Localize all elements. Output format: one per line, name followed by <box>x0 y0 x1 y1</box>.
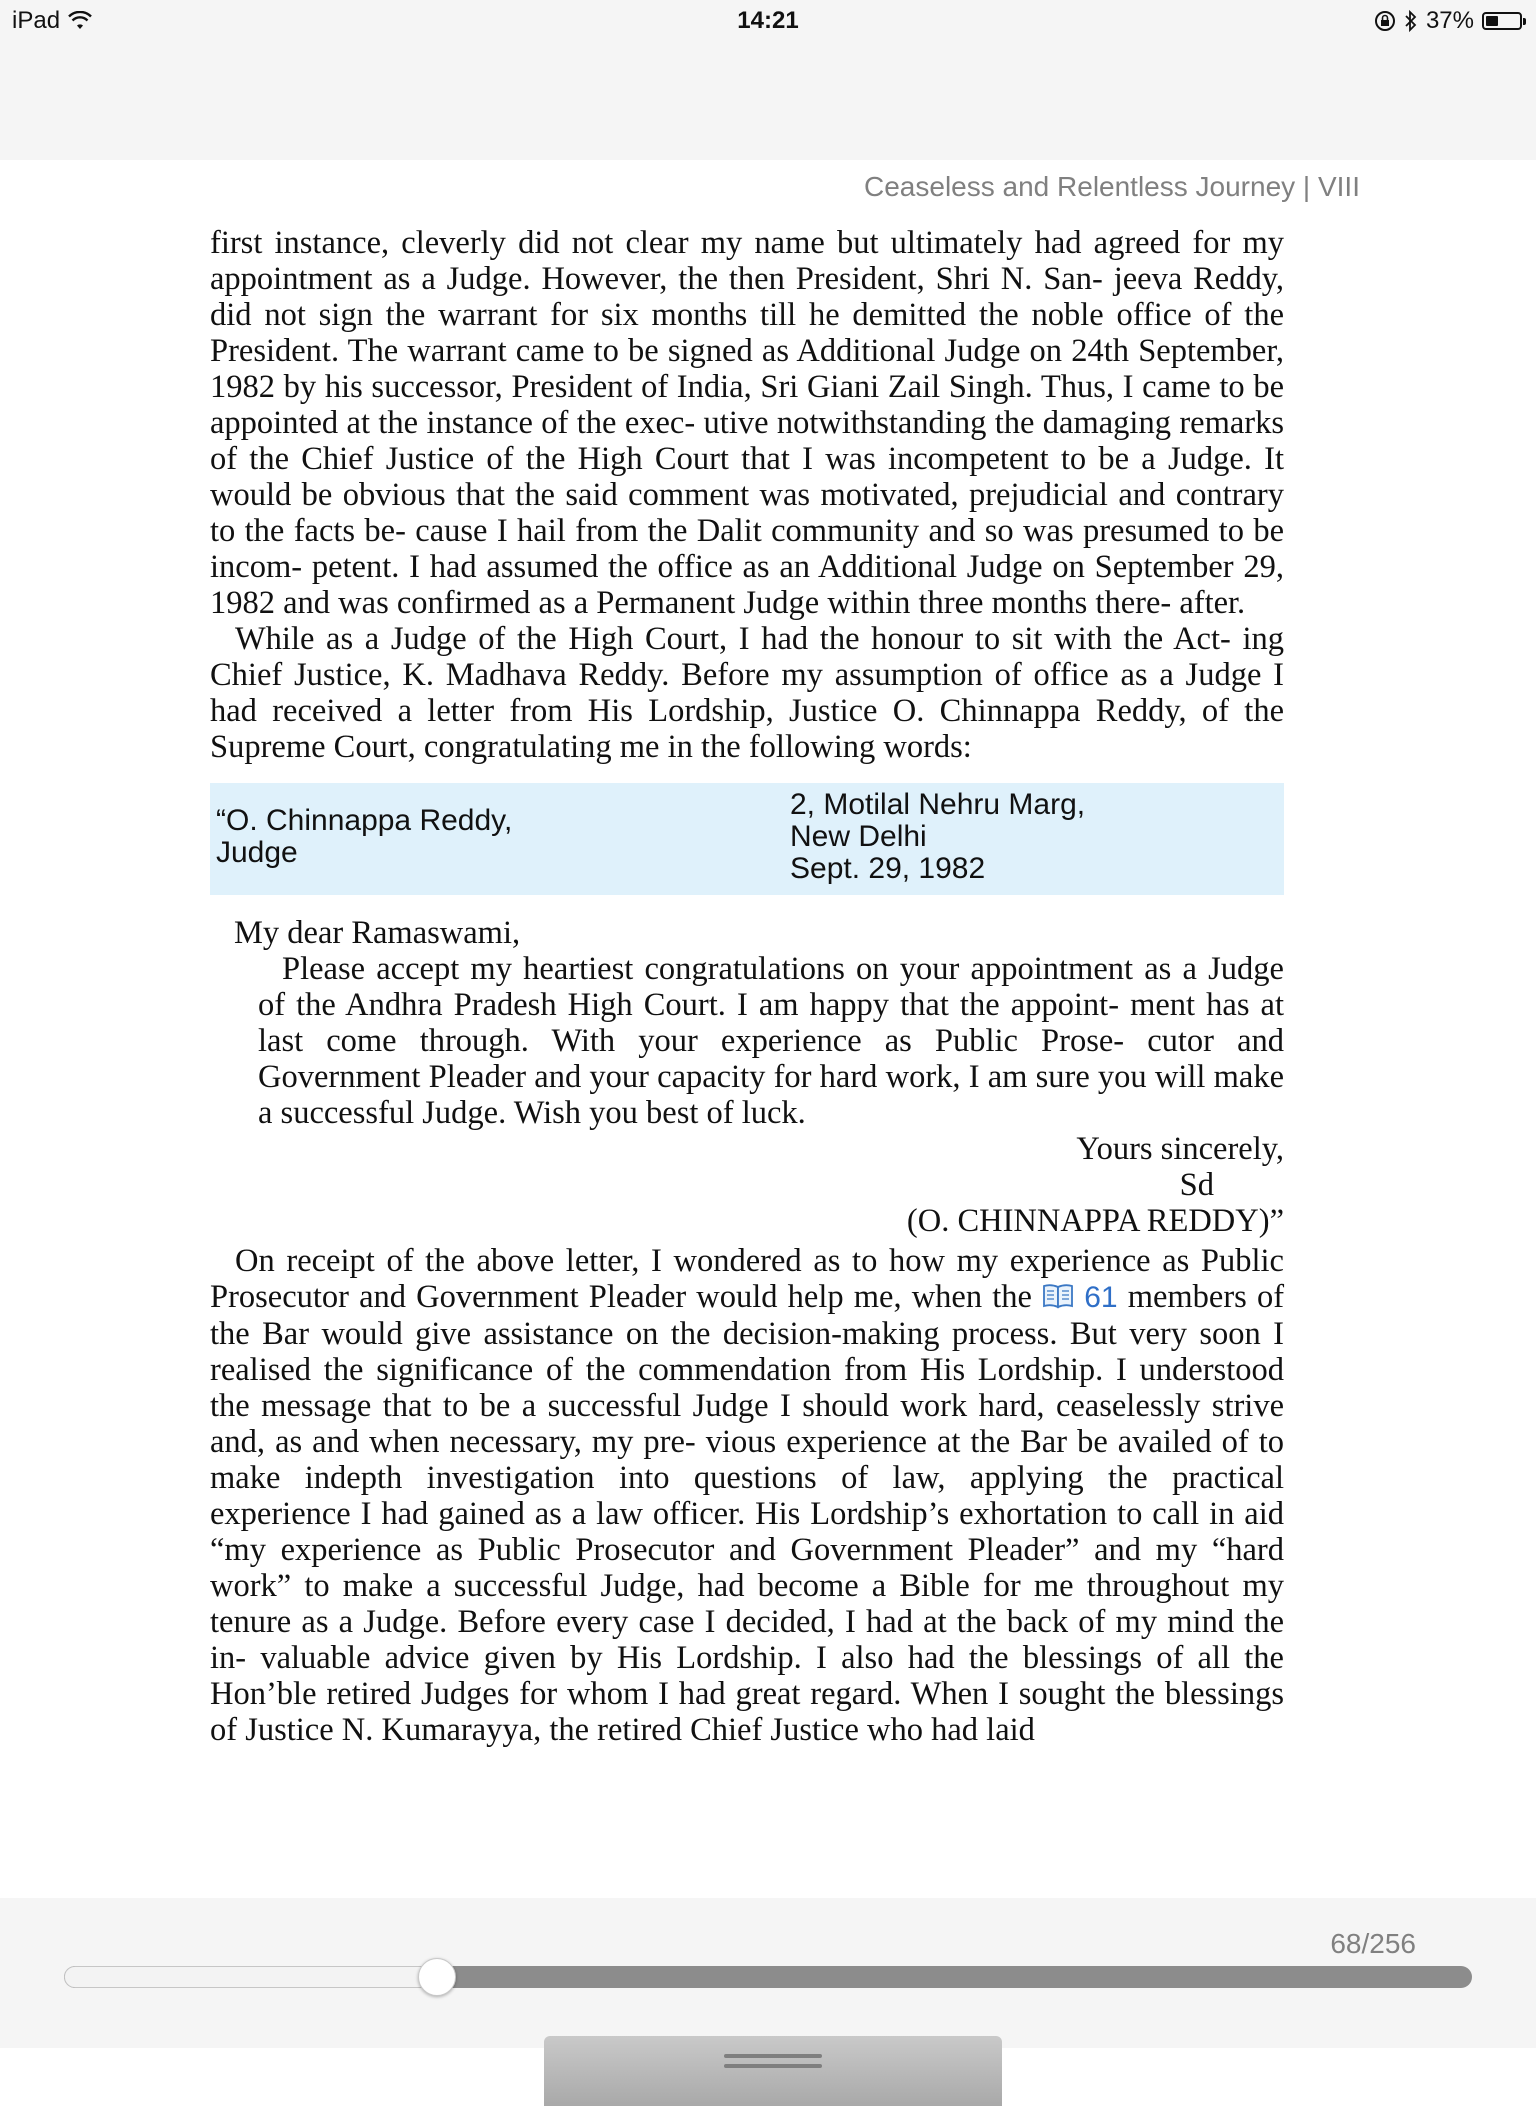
page-reference-link[interactable]: 61 <box>1084 1281 1118 1314</box>
battery-percentage: 37% <box>1425 7 1474 34</box>
book-icon[interactable] <box>1042 1283 1074 1309</box>
letter <box>210 915 1284 1239</box>
running-header: Ceaseless and Relentless Journey | VIII <box>864 171 1360 202</box>
battery-icon <box>1482 12 1522 30</box>
grabber-icon <box>724 2054 822 2074</box>
sender-title: Judge <box>216 836 298 869</box>
letter-signature-name: (O. CHINNAPPA REDDY)” <box>906 1203 1284 1239</box>
letter-header <box>210 783 1284 895</box>
page-slider-thumb[interactable] <box>418 1958 456 1996</box>
page-counter: 68/256 <box>1330 1928 1416 1959</box>
paragraph-text: members of the Bar would give assistance on the decision-making process. But very soon I realised the significance of the commendation from His Lordship. I understood the message that to be a successful Judge I should work hard, ceaselessly strive and, as and when necessary, my pre- vious experience at the Bar be availed of to make indepth investigation into questions of law, applying the practical experience I had gained as a law officer. His Lordship’s exhortation to call in aid “my experience as Public Prosecutor and Government Pleader” and my “hard work” to make a successful Judge, had become a Bible for me throughout my tenure as a Judge. Before every case I decided, I had at the back of my mind the in- valuable advice given by His Lordship. I also had the blessings of all the Hon’ble retired Judges for whom I had great regard. When I sought the blessings of Justice N. Kumarayya, the retired Chief Justice who had laid <box>210 1279 1285 1748</box>
address-city: New Delhi <box>790 820 927 853</box>
letter-body: Please accept my heartiest congratulations on your appointment as a Judge of the Andhra Pradesh High Court. I am happy that the appoint- ment has at last come through. With your experience as Public Prose- cutor and Government Pleader and your capacity for hard work, I am sure you will make a successful Judge. Wish you best of luck. <box>258 951 1284 1131</box>
letter-salutation: My dear Ramaswami, <box>234 915 521 951</box>
letter-signoff: Yours sincerely, <box>1076 1131 1284 1167</box>
book-page[interactable] <box>210 225 1284 1748</box>
device-name: iPad <box>12 7 61 34</box>
address-street: 2, Motilal Nehru Marg, <box>790 788 1086 821</box>
paragraph: first instance, cleverly did not clear my name but ultimately had agreed for my appointment as a Judge. However, the then President, Shri N. San- jeeva Reddy, did not sign the warrant for six months till he demitted the noble office of the President. The warrant came to be signed as Additional Judge on 24th September, 1982 by his successor, President of India, Sri Giani Zail Singh. Thus, I came to be appointed at the instance of the exec- utive notwithstanding the damaging remarks of the Chief Justice of the High Court that I was incompetent to be a Judge. It would be obvious that the said comment was motivated, prejudicial and contrary to the facts be- cause I hail from the Dalit community and so was presumed to be incom- petent. I had assumed the office as an Additional Judge on September 29, 1982 and was confirmed as a Permanent Judge within three months there- after. <box>210 225 1284 621</box>
reader-bottom-bar <box>0 1898 1536 2048</box>
bluetooth-icon <box>1404 9 1418 33</box>
status-time: 14:21 <box>737 7 799 34</box>
paragraph: While as a Judge of the High Court, I had the honour to sit with the Act- ing Chief Justice, K. Madhava Reddy. Before my assumption of office as a Judge I had received a letter from His Lordship, Justice O. Chinnappa Reddy, of the Supreme Court, congratulating me in the following words: <box>210 621 1284 765</box>
sender-name: “O. Chinnappa Reddy, <box>216 804 513 837</box>
letter-sender <box>216 805 512 869</box>
letter-address <box>790 789 1085 885</box>
status-right <box>1374 7 1522 35</box>
letter-date: Sept. 29, 1982 <box>790 852 986 885</box>
drawer-handle[interactable] <box>544 2036 1002 2106</box>
page-slider-track[interactable] <box>64 1966 1472 1988</box>
orientation-lock-icon <box>1374 10 1396 32</box>
page-slider-progress <box>64 1966 437 1988</box>
status-bar <box>0 0 1536 42</box>
paragraph-text: On receipt of the above letter, I wondered as to how my experience as Public Prosecutor and Government Pleader would help me, when the <box>210 1243 1284 1315</box>
battery-level <box>1486 16 1498 26</box>
paragraph <box>210 1243 1284 1748</box>
letter-signature-sd: Sd <box>1179 1167 1214 1203</box>
